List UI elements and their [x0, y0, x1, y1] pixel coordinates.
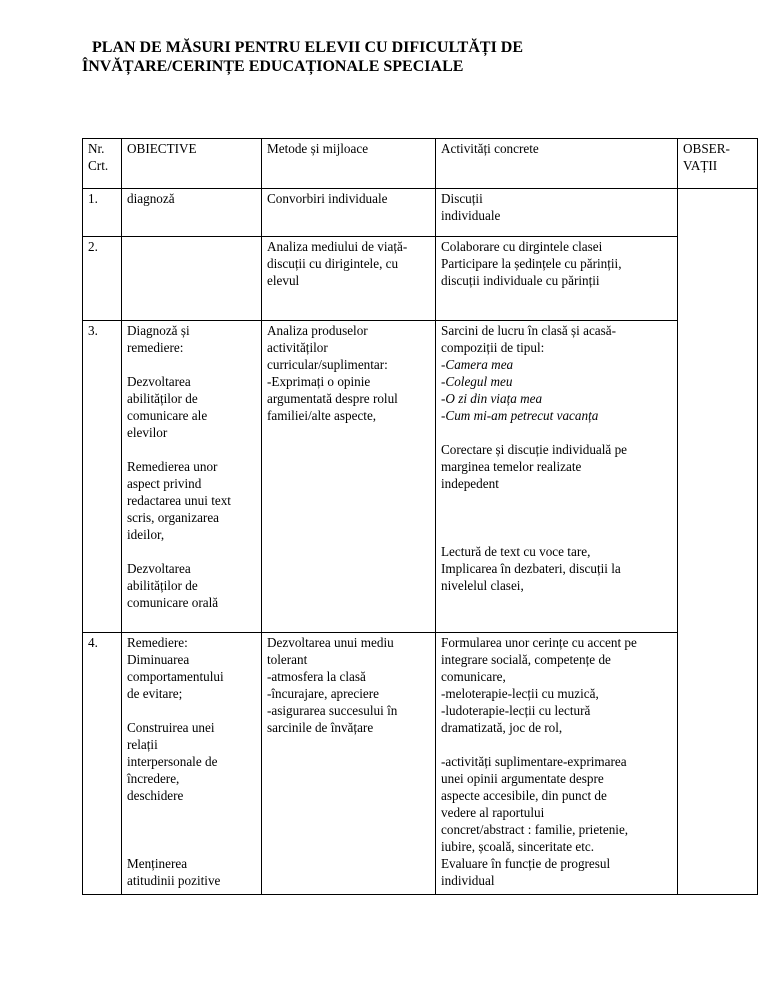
text-line: Sarcini de lucru în clasă și acasă-	[441, 323, 617, 338]
blank-line	[127, 441, 257, 458]
text-line: Corectare și discuție individuală pe	[441, 442, 628, 457]
text-line: unei opinii argumentate despre	[441, 771, 604, 786]
text-line: Construirea unei	[127, 720, 215, 735]
text-line: -asigurarea succesului în	[267, 703, 398, 718]
text-line: indepedent	[441, 476, 499, 491]
text-line: Diminuarea	[127, 652, 190, 667]
text-line: integrare socială, competențe de	[441, 652, 611, 667]
text-line: Lectură de text cu voce tare,	[441, 544, 591, 559]
row-1-methods	[262, 189, 436, 237]
text-line: abilităților de	[127, 578, 198, 593]
text-line: individuale	[441, 208, 501, 223]
text-line: redactarea unui text	[127, 493, 231, 508]
blank-line	[127, 356, 257, 373]
text-line: ideilor,	[127, 527, 165, 542]
text-line: deschidere	[127, 788, 184, 803]
title-line-1: PLAN DE MĂSURI PENTRU ELEVII CU DIFICULTĂȚI DE	[92, 39, 524, 56]
row-1-objectives	[122, 189, 262, 237]
header-nr: Nr. Crt.	[83, 139, 122, 189]
row-4-nr: 4.	[83, 633, 122, 895]
text-line: tolerant	[267, 652, 308, 667]
text-line: încredere,	[127, 771, 180, 786]
text-line: Implicarea în dezbateri, discuții la	[441, 561, 621, 576]
row-1-activities	[436, 189, 678, 237]
text-line: comunicare,	[441, 669, 506, 684]
document-title	[82, 38, 722, 76]
blank-line	[127, 821, 257, 838]
header-activities: Activități concrete	[436, 139, 678, 189]
text-line: -Exprimați o opinie	[267, 374, 371, 389]
text-line: elevul	[267, 273, 300, 288]
text-line: comunicare orală	[127, 595, 219, 610]
row-1-nr: 1.	[83, 189, 122, 237]
text-line: -activități suplimentare-exprimarea	[441, 754, 627, 769]
header-methods: Metode și mijloace	[262, 139, 436, 189]
text-line: -ludoterapie-lecții cu lectură	[441, 703, 591, 718]
row-4-objectives	[122, 633, 262, 895]
text-line: Diagnoză și	[127, 323, 190, 338]
blank-line	[441, 526, 673, 543]
text-line: -Cum mi-am petrecut vacanța	[441, 408, 599, 423]
row-3-nr: 3.	[83, 321, 122, 633]
text-line: Remediere:	[127, 635, 188, 650]
text-line: Convorbiri individuale	[267, 191, 388, 206]
table-row	[83, 189, 758, 237]
text-line: concret/abstract : familie, prietenie,	[441, 822, 629, 837]
observations-cell	[678, 189, 758, 895]
text-line: aspect privind	[127, 476, 202, 491]
text-line: -încurajare, apreciere	[267, 686, 380, 701]
text-line: Remedierea unor	[127, 459, 218, 474]
blank-line	[127, 543, 257, 560]
text-line: individual	[441, 873, 495, 888]
text-line: comportamentului	[127, 669, 224, 684]
text-line: nivelelul clasei,	[441, 578, 524, 593]
text-line: argumentată despre rolul	[267, 391, 398, 406]
text-line: interpersonale de	[127, 754, 218, 769]
text-line: -O zi din viața mea	[441, 391, 543, 406]
text-line: Analiza produselor	[267, 323, 368, 338]
text-line: sarcinile de învățare	[267, 720, 374, 735]
text-line: Discuții	[441, 191, 483, 206]
text-line: -meloterapie-lecții cu muzică,	[441, 686, 599, 701]
text-line: Colaborare cu dirgintele clasei	[441, 239, 603, 254]
text-line: discuții individuale cu părinții	[441, 273, 600, 288]
text-line: Menținerea	[127, 856, 188, 871]
row-4-activities	[436, 633, 678, 895]
table-row	[83, 633, 758, 895]
composition-titles	[441, 356, 673, 424]
text-line: Analiza mediului de viață-	[267, 239, 408, 254]
table-row	[83, 237, 758, 321]
text-line: Evaluare în funcție de progresul	[441, 856, 611, 871]
row-4-methods	[262, 633, 436, 895]
text-line: atitudinii pozitive	[127, 873, 221, 888]
activities-followup	[441, 424, 673, 594]
text-line: Dezvoltarea	[127, 374, 191, 389]
blank-line	[441, 492, 673, 509]
text-line: vedere al raportului	[441, 805, 545, 820]
table-row	[83, 321, 758, 633]
text-line: curricular/suplimentar:	[267, 357, 388, 372]
activities-intro	[441, 322, 673, 356]
text-line: -atmosfera la clasă	[267, 669, 366, 684]
text-line: Formularea unor cerințe cu accent pe	[441, 635, 637, 650]
row-2-objectives	[122, 237, 262, 321]
text-line: iubire, școală, sinceritate etc.	[441, 839, 595, 854]
text-line: relații	[127, 737, 158, 752]
text-line: activităților	[267, 340, 328, 355]
header-observations: OBSER- VAȚII	[678, 139, 758, 189]
text-line: discuții cu dirigintele, cu	[267, 256, 399, 271]
table-header-row	[83, 139, 758, 189]
text-line: aspecte accesibile, din punct de	[441, 788, 607, 803]
text-line: Participare la ședințele cu părinții,	[441, 256, 622, 271]
blank-line	[441, 736, 673, 753]
blank-line	[441, 424, 673, 441]
blank-line	[441, 509, 673, 526]
row-2-activities	[436, 237, 678, 321]
blank-line	[127, 702, 257, 719]
title-line-2: ÎNVĂȚARE/CERINȚE EDUCAȚIONALE SPECIALE	[82, 58, 464, 75]
text-line: de evitare;	[127, 686, 183, 701]
text-line: compoziții de tipul:	[441, 340, 545, 355]
text-line: Dezvoltarea unui mediu	[267, 635, 394, 650]
blank-line	[127, 804, 257, 821]
text-line: abilităților de	[127, 391, 198, 406]
measures-plan-table	[82, 138, 758, 895]
text-line: scris, organizarea	[127, 510, 220, 525]
text-line: -Colegul meu	[441, 374, 513, 389]
row-3-objectives	[122, 321, 262, 633]
row-2-methods	[262, 237, 436, 321]
header-objectives: OBIECTIVE	[122, 139, 262, 189]
row-3-activities	[436, 321, 678, 633]
text-line: familiei/alte aspecte,	[267, 408, 377, 423]
text-line: Dezvoltarea	[127, 561, 191, 576]
text-line: marginea temelor realizate	[441, 459, 582, 474]
text-line: dramatizată, joc de rol,	[441, 720, 563, 735]
blank-line	[127, 838, 257, 855]
text-line: diagnoză	[127, 191, 175, 206]
text-line: elevilor	[127, 425, 168, 440]
text-line: remediere:	[127, 340, 184, 355]
text-line: comunicare ale	[127, 408, 208, 423]
row-3-methods	[262, 321, 436, 633]
text-line: -Camera mea	[441, 357, 514, 372]
row-2-nr: 2.	[83, 237, 122, 321]
